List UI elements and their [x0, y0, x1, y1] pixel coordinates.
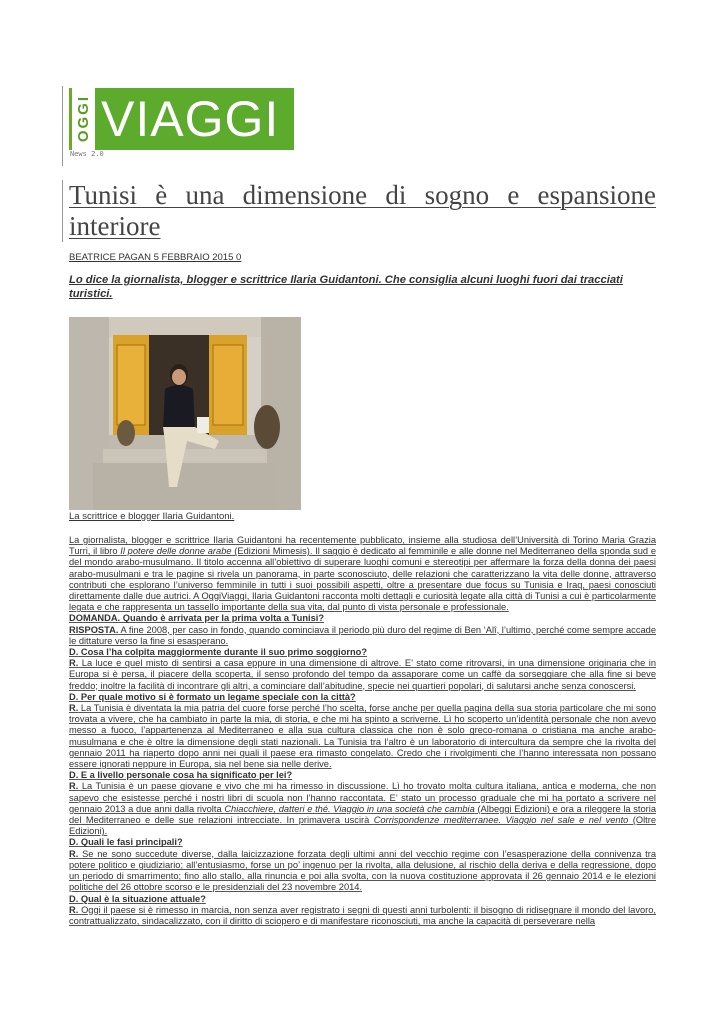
answer-2: R. La luce e quel misto di sentirsi a casa eppure in una dimensione di altrove. E’ stato come ritrovarsi, in una dimensione originaria che in Europa si è persa, il piacere della scoperta, il senso profondo del tempo da assaporare come un caffè da sorseggiare che alla fine si beve freddo; inoltre la facilità di incontrare gli altri, a cominciare dall’abitudine, specie nei quartieri popolari, di salutarsi anche senza conoscersi. [69, 658, 656, 691]
left-rule-top [62, 86, 63, 166]
article-body [69, 535, 656, 927]
book-title: Chiacchiere, datteri e thé. Viaggio in una società che cambia [224, 803, 475, 814]
book-title: Corrispondenze mediterranee. Viaggio nel sale e nel vento [373, 815, 629, 826]
question-6: D. Qual è la situazione attuale? [69, 893, 206, 904]
logo-viaggi-text: VIAGGI [95, 88, 294, 150]
question-2: D. Cosa l’ha colpita maggiormente durante il suo primo soggiorno? [69, 647, 368, 658]
answer-3: R. La Tunisia è diventata la mia patria del cuore forse perché l’ho scelta, forse anche per quella pagina della sua storia particolare che mi sono trovata a vivere, che ha cambiato in parte la mia, di storia, e che mi ha spinto a scriverne. Lì ho scoperto un’identità personale che non avevo messo a fuoco, l’appartenenza al Mediterraneo e alla sua cultura classica che non è solo greco-romana o cristiana ma anche arabo-musulmana e che è oltre la dimensione degli stati nazionali. La Tunisia tra l’altro è un laboratorio di intercultura da sempre che la rivolta del gennaio 2011 ha riaperto dopo anni nei quali il paese era rimasto congelato. Credo che i rivolgimenti che l’hanno interessata non possano essere ignorati neppure in Europa, sia nel bene sia nelle derive. [69, 703, 656, 770]
logo-oggi-mark: OGGI [69, 88, 95, 150]
answer-5: R. Se ne sono succedute diverse, dalla laicizzazione forzata degli ultimi anni del vecchio regime con l’esasperazione della connivenza tra potere politico e giudiziario; all’entusiasmo, forse un po’ ingenuo per la rivolta, alla delusione, al rischio della deriva e della regressione, dopo un periodo di smarrimento; fino allo stallo, alla rinuncia e poi alla svolta, con la nuova costituzione approvata il 26 gennaio 2014 e le elezioni politiche del 26 ottobre scorso e le presidenziali del 23 novembre 2014. [69, 848, 656, 893]
article-byline[interactable]: BEATRICE PAGAN 5 FEBBRAIO 2015 0 [69, 252, 242, 263]
intro-paragraph: La giornalista, blogger e scrittrice Ilaria Guidantoni ha recentemente pubblicato, insieme alla studiosa dell’Università di Torino Maria Grazia Turri, il libro Il potere delle donne arabe (Edizioni Mimesis). Il saggio è dedicato al femminile e alle donne nel Mediterraneo della sponda sud e del mondo arabo-musulmano. Il titolo accenna all’obiettivo di superare luoghi comuni e stereotipi per affermare la forza della donna dei paesi arabo-musulmani e tra le pagine si rivela un panorama, in parte sconosciuto, delle relazioni che caratterizzano la vita delle donne, attraverso contributi che esplorano l’universo femminile in tutti i suoi possibili aspetti, oltre a presentare due focus su Tunisia e Iraq, paesi conosciuti direttamente dalle due autrici. A OggiViaggi, Ilaria Guidantoni racconta molti dettagli e curiosità legate alla città di Tunisi a cui è particolarmente legata e che rappresenta un tassello importante della sua vita, dal punto di vista personale e professionale. [69, 535, 656, 613]
left-rule-title [62, 180, 63, 242]
answer-1: RISPOSTA. A fine 2008, per caso in fondo, quando cominciava il periodo più duro del regime di Ben ‘Alî, l’ultimo, perché come sempre accade le dittature verso la fine si esasperano. [69, 624, 656, 646]
article-title: Tunisi è una dimensione di sogno e espansione interiore [69, 180, 656, 241]
article-lead: Lo dice la giornalista, blogger e scrittrice Ilaria Guidantoni. Che consiglia alcuni luoghi fuori dai tracciati turistici. [69, 274, 623, 300]
answer-6: R. Oggi il paese si è rimesso in marcia, non senza aver registrato i segni di questi anni turbolenti: il bisogno di ridisegnare il mondo del lavoro, contrattualizzato, sindacalizzato, con il diritto di sciopero e di manifestare riconosciuti, ma anche la capacità di perseverare nella [69, 904, 656, 926]
book-title: Il potere delle donne arabe [120, 546, 232, 557]
site-logo[interactable] [69, 88, 294, 150]
logo-subtitle: News 2.0 [70, 150, 104, 158]
question-5: D. Quali le fasi principali? [69, 837, 183, 848]
question-4: D. E a livello personale cosa ha significato per lei? [69, 770, 293, 781]
question-3: D. Per quale motivo si è formato un legame speciale con la città? [69, 691, 356, 702]
article-photo [69, 317, 301, 510]
question-1: DOMANDA. Quando è arrivata per la prima volta a Tunisi? [69, 613, 325, 624]
photo-caption: La scrittrice e blogger Ilaria Guidantoni. [69, 511, 235, 522]
answer-4: R. La Tunisia è un paese giovane e vivo che mi ha rimesso in discussione. Lì ho trovato molta cultura italiana, antica e moderna, che non sapevo che esistesse perché i nostri libri di scuola non l’hanno raccontata. E’ stato un processo graduale che mi ha portato a scrivere nel gennaio 2013 a due anni dalla rivolta Chiacchiere, datteri e thé. Viaggio in una società che cambia (Albeggi Edizioni) e ora a rileggere la storia del Mediterraneo e delle sue relazioni intrecciate. In primavera uscirà Corrispondenze mediterranee. Viaggio nel sale e nel vento (Oltre Edizioni). [69, 781, 656, 837]
